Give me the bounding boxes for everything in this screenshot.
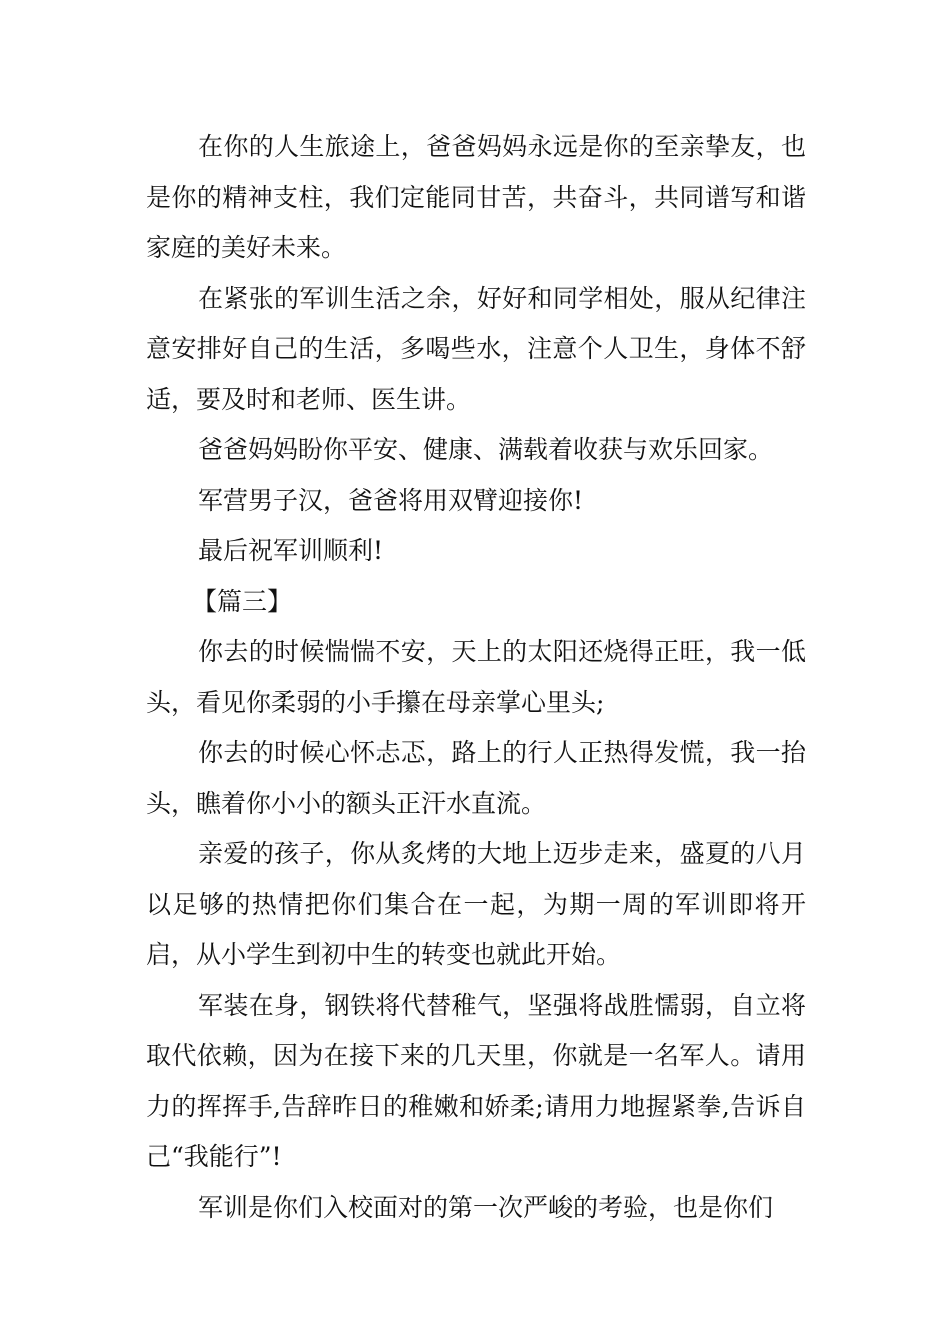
paragraph: 亲爱的孩子，你从炙烤的大地上迈步走来，盛夏的八月以足够的热情把你们集合在一起，为期一周的军训即将开启，从小学生到初中生的转变也就此开始。 xyxy=(146,839,806,969)
section-heading: 【篇三】 xyxy=(192,586,293,616)
document-body xyxy=(146,122,806,1233)
paragraph: 在紧张的军训生活之余，好好和同学相处，服从纪律注意安排好自己的生活，多喝些水，注意个人卫生，身体不舒适，要及时和老师、医生讲。 xyxy=(146,283,806,414)
paragraph: 你去的时候惴惴不安，天上的太阳还烧得正旺，我一低头，看见你柔弱的小手攥在母亲掌心里头; xyxy=(146,637,806,717)
paragraph: 在你的人生旅途上，爸爸妈妈永远是你的至亲挚友，也是你的精神支柱，我们定能同甘苦，共奋斗，共同谱写和谐家庭的美好未来。 xyxy=(146,132,806,262)
paragraph: 爸爸妈妈盼你平安、健康、满载着收获与欢乐回家。 xyxy=(198,435,774,464)
paragraph: 军训是你们入校面对的第一次严峻的考验，也是你们 xyxy=(198,1192,774,1222)
paragraph: 军营男子汉，爸爸将用双臂迎接你! xyxy=(198,485,584,515)
paragraph: 最后祝军训顺利! xyxy=(198,536,384,565)
paragraph: 军装在身，钢铁将代替稚气，坚强将战胜懦弱，自立将取代依赖，因为在接下来的几天里，你就是一名军人。请用力的挥挥手,告辞昨日的稚嫩和娇柔;请用力地握紧拳,告诉自己“我能行”! xyxy=(146,990,806,1171)
paragraph: 你去的时候心怀忐忑，路上的行人正热得发慌，我一抬头，瞧着你小小的额头正汗水直流。 xyxy=(146,738,806,818)
